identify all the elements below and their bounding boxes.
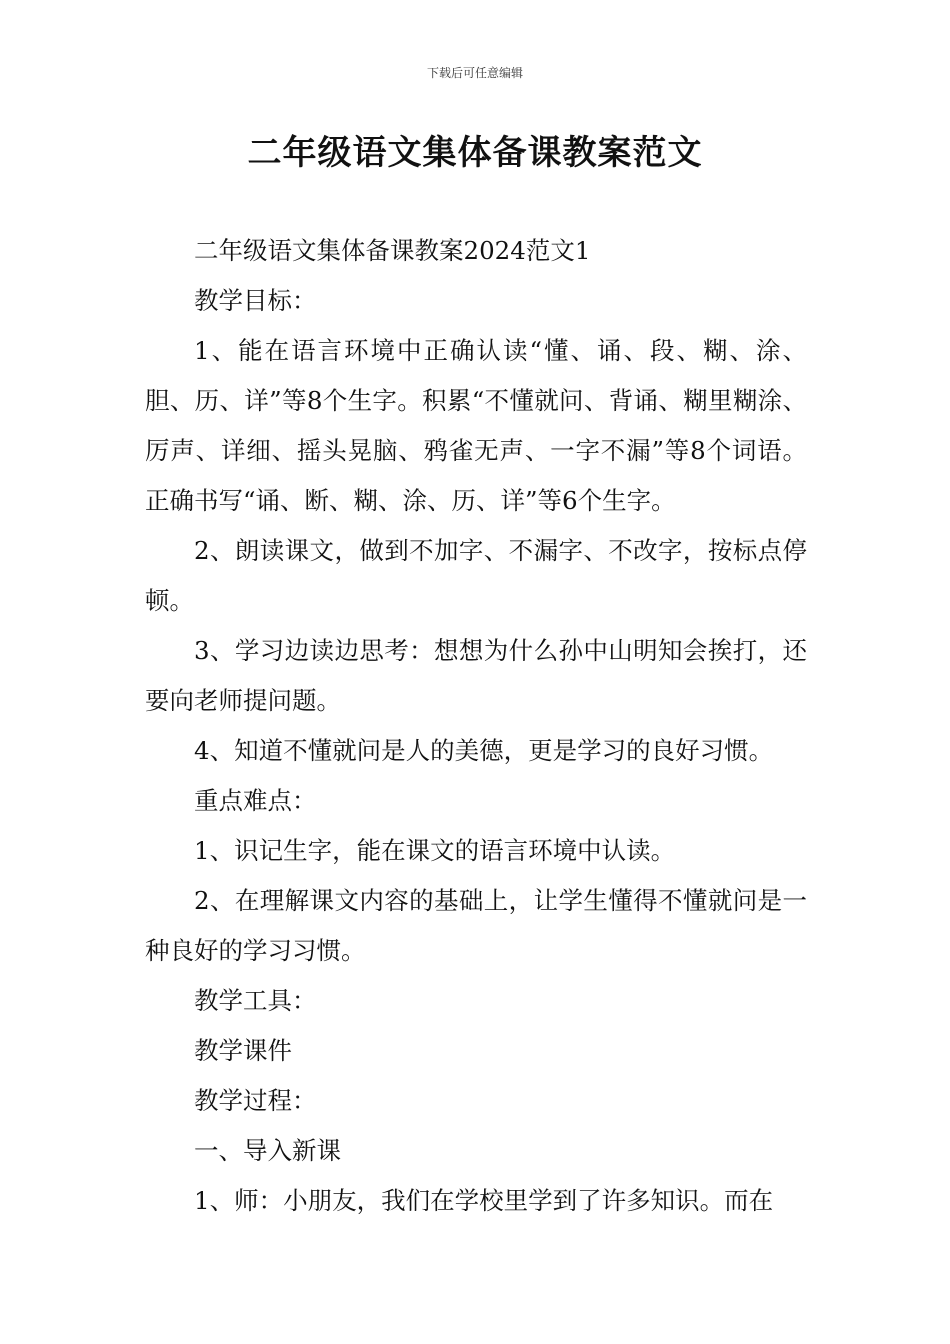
paragraph: 二年级语文集体备课教案2024范文1 xyxy=(194,236,591,265)
paragraph: 教学课件 xyxy=(194,1036,292,1065)
header-note: 下载后可任意编辑 xyxy=(426,66,523,80)
paragraph: 教学过程： xyxy=(194,1086,317,1115)
paragraph: 1、识记生字，能在课文的语言环境中认读。 xyxy=(194,836,676,865)
paragraph: 重点难点： xyxy=(194,786,317,815)
paragraph: 一、导入新课 xyxy=(194,1136,341,1165)
document-title: 二年级语文集体备课教案范文 xyxy=(247,133,703,173)
paragraph: 2、在理解课文内容的基础上，让学生懂得不懂就问是一种良好的学习习惯。 xyxy=(145,886,807,965)
paragraph: 1、师：小朋友，我们在学校里学到了许多知识。而在 xyxy=(194,1186,774,1215)
paragraph: 1、能在语言环境中正确认读“懂、诵、段、糊、涂、胆、历、详”等8个生字。积累“不懂就问、背诵、糊里糊涂、厉声、详细、摇头晃脑、鸦雀无声、一字不漏”等8个词语。正确书写“诵、断、糊、涂、历、详”等6个生字。 xyxy=(145,336,807,515)
paragraph: 3、学习边读边思考：想想为什么孙中山明知会挨打，还要向老师提问题。 xyxy=(145,636,807,715)
document-body xyxy=(145,226,807,1226)
paragraph: 2、朗读课文，做到不加字、不漏字、不改字，按标点停顿。 xyxy=(145,536,807,615)
paragraph: 教学工具： xyxy=(194,986,317,1015)
paragraph: 教学目标： xyxy=(194,286,317,315)
paragraph: 4、知道不懂就问是人的美德，更是学习的良好习惯。 xyxy=(194,736,774,765)
